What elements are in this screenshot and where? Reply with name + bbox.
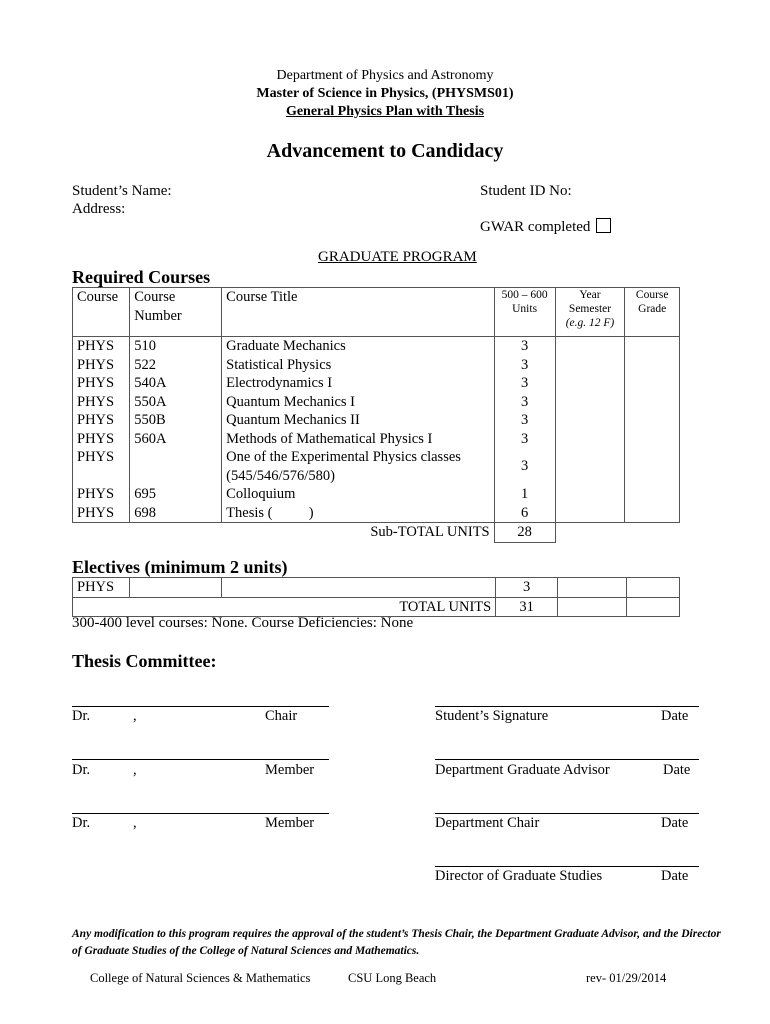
student-signature-label: Student’s Signature: [435, 708, 549, 724]
director-signature-label: Director of Graduate Studies: [435, 868, 603, 884]
chair-signature-line[interactable]: [72, 706, 329, 707]
year-semester-label: Year Semester: [568, 289, 612, 315]
elective-year-input[interactable]: [557, 578, 626, 598]
advisor-signature-line[interactable]: [435, 759, 699, 760]
total-label: TOTAL UNITS: [73, 597, 496, 617]
course-dept: PHYS: [77, 375, 115, 391]
course-title: Thesis ( ): [226, 504, 314, 521]
gwar-label: GWAR completed: [480, 219, 591, 235]
course-number: 560A: [134, 430, 167, 447]
total-year-cell: [557, 597, 626, 617]
footer-campus: CSU Long Beach: [348, 971, 437, 985]
course-units: 3: [520, 338, 529, 354]
member2-role: Member: [265, 815, 315, 831]
required-courses-table: [72, 287, 680, 543]
required-courses-heading: Required Courses: [72, 267, 211, 287]
gwar-row: [480, 218, 611, 236]
address-label: Address:: [72, 201, 126, 217]
course-title: Graduate Mechanics: [226, 338, 346, 354]
course-number: 540A: [134, 375, 167, 391]
course-number: 698: [134, 504, 156, 521]
course-title: Statistical Physics: [226, 356, 332, 373]
plan-name: General Physics Plan with Thesis: [285, 104, 485, 119]
course-rows: [73, 337, 680, 523]
course-units: 3: [520, 458, 529, 474]
course-number: 550B: [134, 412, 166, 428]
course-units: 3: [520, 412, 529, 428]
course-number: 695: [134, 486, 156, 502]
department-name: Department of Physics and Astronomy: [276, 68, 494, 83]
student-date-label: Date: [661, 708, 689, 724]
course-dept: PHYS: [77, 338, 115, 354]
course-number: [134, 448, 217, 485]
subtotal-value: 28: [494, 523, 555, 543]
student-signature-line[interactable]: [435, 706, 699, 707]
course-title: Electrodynamics I: [226, 375, 333, 391]
chair-dept-signature-line[interactable]: [435, 813, 699, 814]
course-dept-cell: [73, 337, 130, 523]
student-id-label: Student ID No:: [480, 183, 572, 199]
course-title: Quantum Mechanics II: [226, 412, 360, 428]
col-grade: Course Grade: [625, 288, 680, 337]
course-dept: PHYS: [77, 430, 115, 447]
member2-comma: ,: [133, 815, 137, 831]
course-units: 3: [520, 430, 529, 447]
col-units: 500 – 600 Units: [494, 288, 555, 337]
deficiencies-note: 300-400 level courses: None. Course Deficiencies: None: [72, 615, 414, 631]
total-grade-cell: [626, 597, 679, 617]
chair-prefix: Dr.: [72, 708, 91, 724]
footer-college: College of Natural Sciences & Mathematics: [90, 971, 311, 985]
gwar-checkbox[interactable]: [596, 218, 611, 233]
course-grade-input[interactable]: [625, 337, 680, 523]
elective-number-input[interactable]: [130, 578, 221, 598]
course-title-cell: [222, 337, 494, 523]
course-title: Methods of Mathematical Physics I: [226, 430, 433, 447]
course-dept: PHYS: [77, 356, 115, 373]
year-semester-example: (e.g. 12 F): [565, 317, 615, 329]
advisor-signature-label: Department Graduate Advisor: [435, 762, 610, 778]
graduate-program-label: GRADUATE PROGRAM: [318, 249, 477, 265]
subtotal-label: Sub-TOTAL UNITS: [73, 523, 495, 543]
electives-heading: Electives (minimum 2 units): [72, 557, 288, 577]
course-number-cell: [130, 337, 222, 523]
member2-prefix: Dr.: [72, 815, 91, 831]
member1-prefix: Dr.: [72, 762, 91, 778]
dept-chair-signature-label: Department Chair: [435, 815, 540, 831]
course-title: Quantum Mechanics I: [226, 393, 356, 410]
course-units: 3: [520, 375, 529, 391]
elective-title-input[interactable]: [221, 578, 496, 598]
student-name-label: Student’s Name:: [72, 183, 172, 199]
course-title: Colloquium: [226, 486, 296, 502]
elective-row: [73, 578, 680, 598]
course-number: 550A: [134, 393, 167, 410]
advisor-date-label: Date: [663, 762, 691, 778]
chair-comma: ,: [133, 708, 137, 724]
footer-revision: rev- 01/29/2014: [586, 971, 667, 985]
course-dept: PHYS: [77, 412, 115, 428]
course-units: 1: [520, 486, 529, 502]
subtotal-row: [73, 523, 680, 543]
elective-grade-input[interactable]: [626, 578, 679, 598]
course-dept: PHYS: [77, 449, 115, 465]
course-units-cell: [494, 337, 555, 523]
chair-role: Chair: [265, 708, 298, 724]
elective-dept: PHYS: [73, 578, 130, 598]
electives-table: [72, 577, 680, 617]
director-date-label: Date: [661, 868, 689, 884]
course-units: 3: [520, 393, 529, 410]
member1-comma: ,: [133, 762, 137, 778]
form-title: Advancement to Candidacy: [266, 140, 504, 162]
committee-heading: Thesis Committee:: [72, 651, 217, 671]
col-course-number: Course Number: [130, 288, 222, 337]
course-units: 6: [520, 504, 529, 521]
member2-signature-line[interactable]: [72, 813, 329, 814]
course-units: 3: [520, 356, 529, 373]
program-name: Master of Science in Physics, (PHYSMS01): [256, 86, 514, 101]
course-dept: PHYS: [77, 486, 115, 502]
empty-cell: [625, 523, 680, 543]
total-value: 31: [496, 597, 558, 617]
col-course: Course: [73, 288, 130, 337]
member1-role: Member: [265, 762, 315, 778]
course-dept: PHYS: [77, 393, 115, 410]
course-title: One of the Experimental Physics classes (545/546/576/580): [226, 449, 461, 484]
year-semester-input[interactable]: [555, 337, 625, 523]
course-number: 522: [134, 356, 156, 373]
course-dept: PHYS: [77, 504, 115, 521]
empty-cell: [555, 523, 625, 543]
table-header-row: [73, 288, 680, 337]
course-number: 510: [134, 338, 156, 354]
total-row: [73, 597, 680, 617]
director-signature-line[interactable]: [435, 866, 699, 867]
elective-units: 3: [496, 578, 558, 598]
col-course-title: Course Title: [222, 288, 494, 337]
dept-chair-date-label: Date: [661, 815, 689, 831]
modification-note: Any modification to this program requires the approval of the student’s Thesis Chair, the Department Graduate Advisor, and the Director of Graduate Studies of the College of Natural Sciences and Mathematics.: [72, 928, 721, 957]
member1-signature-line[interactable]: [72, 759, 329, 760]
col-year-semester: [555, 288, 625, 337]
